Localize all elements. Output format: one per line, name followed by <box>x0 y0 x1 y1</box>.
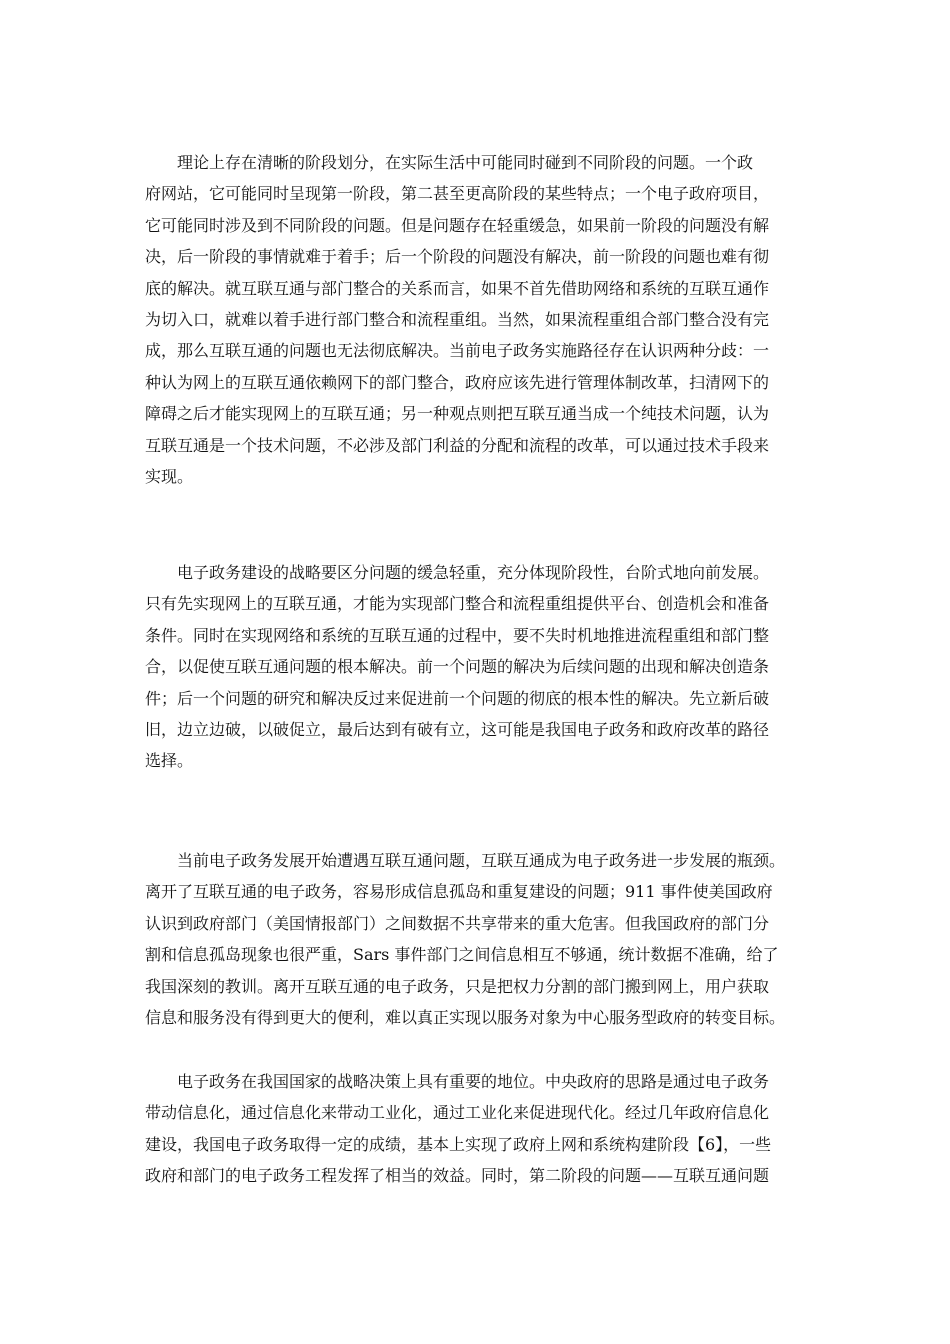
text-line: 为切入口，就难以着手进行部门整合和流程重组。当然，如果流程重组合部门整合没有完 <box>145 309 770 329</box>
text-line: 信息和服务没有得到更大的便利，难以真正实现以服务对象为中心服务型政府的转变目标。 <box>145 1007 786 1027</box>
text-line: 割和信息孤岛现象也很严重，Sars 事件部门之间信息相互不够通，统计数据不准确，给了 <box>145 945 779 965</box>
text-line: 我国深刻的教训。离开互联互通的电子政务，只是把权力分割的部门搬到网上，用户获取 <box>145 976 770 996</box>
text-line: 条件。同时在实现网络和系统的互联互通的过程中，要不失时机地推进流程重组和部门整 <box>145 625 770 645</box>
text-line: 件；后一个问题的研究和解决反过来促进前一个问题的彻底的根本性的解决。先立新后破 <box>145 688 770 708</box>
paragraph-4 <box>145 1066 771 1192</box>
text-line: 它可能同时涉及到不同阶段的问题。但是问题存在轻重缓急，如果前一阶段的问题没有解 <box>145 215 770 235</box>
text-line: 电子政务建设的战略要区分问题的缓急轻重，充分体现阶段性，台阶式地向前发展。 <box>145 563 770 582</box>
text-line: 府网站，它可能同时呈现第一阶段，第二甚至更高阶段的某些特点；一个电子政府项目， <box>145 184 770 204</box>
text-line: 合，以促使互联互通问题的根本解决。前一个问题的解决为后续问题的出现和解决创造条 <box>145 657 770 677</box>
text-line: 带动信息化，通过信息化来带动工业化，通过工业化来促进现代化。经过几年政府信息化 <box>145 1103 770 1123</box>
text-line: 建设，我国电子政务取得一定的成绩，基本上实现了政府上网和系统构建阶段【6】，一些 <box>145 1134 772 1154</box>
text-line: 理论上存在清晰的阶段划分，在实际生活中可能同时碰到不同阶段的问题。一个政 <box>145 153 754 172</box>
text-line: 认识到政府部门（美国情报部门）之间数据不共享带来的重大危害。但我国政府的部门分 <box>145 913 770 933</box>
text-line: 电子政务在我国国家的战略决策上具有重要的地位。中央政府的思路是通过电子政务 <box>145 1072 770 1091</box>
text-line: 只有先实现网上的互联互通，才能为实现部门整合和流程重组提供平台、创造机会和准备 <box>145 594 770 614</box>
text-line: 实现。 <box>145 466 194 486</box>
paragraph-3 <box>145 845 785 1033</box>
text-line: 种认为网上的互联互通依赖网下的部门整合，政府应该先进行管理体制改革，扫清网下的 <box>145 372 770 392</box>
paragraph-2 <box>145 557 769 777</box>
text-line: 当前电子政务发展开始遭遇互联互通问题，互联互通成为电子政务进一步发展的瓶颈。 <box>145 851 786 870</box>
text-line: 互联互通是一个技术问题，不必涉及部门利益的分配和流程的改革，可以通过技术手段来 <box>145 435 770 455</box>
text-line: 离开了互联互通的电子政务，容易形成信息孤岛和重复建设的问题；911 事件使美国政府 <box>145 882 773 902</box>
text-line: 障碍之后才能实现网上的互联互通；另一种观点则把互联互通当成一个纯技术问题，认为 <box>145 404 770 424</box>
text-line: 决，后一阶段的事情就难于着手；后一个阶段的问题没有解决，前一阶段的问题也难有彻 <box>145 247 770 267</box>
text-line: 旧，边立边破，以破促立，最后达到有破有立，这可能是我国电子政务和政府改革的路径 <box>145 719 770 739</box>
text-line: 政府和部门的电子政务工程发挥了相当的效益。同时，第二阶段的问题——互联互通问题 <box>145 1166 770 1186</box>
text-line: 底的解决。就互联互通与部门整合的关系而言，如果不首先借助网络和系统的互联互通作 <box>145 278 770 298</box>
paragraph-1 <box>145 147 769 492</box>
text-line: 选择。 <box>145 751 194 771</box>
text-line: 成，那么互联互通的问题也无法彻底解决。当前电子政务实施路径存在认识两种分歧：一 <box>145 341 770 361</box>
